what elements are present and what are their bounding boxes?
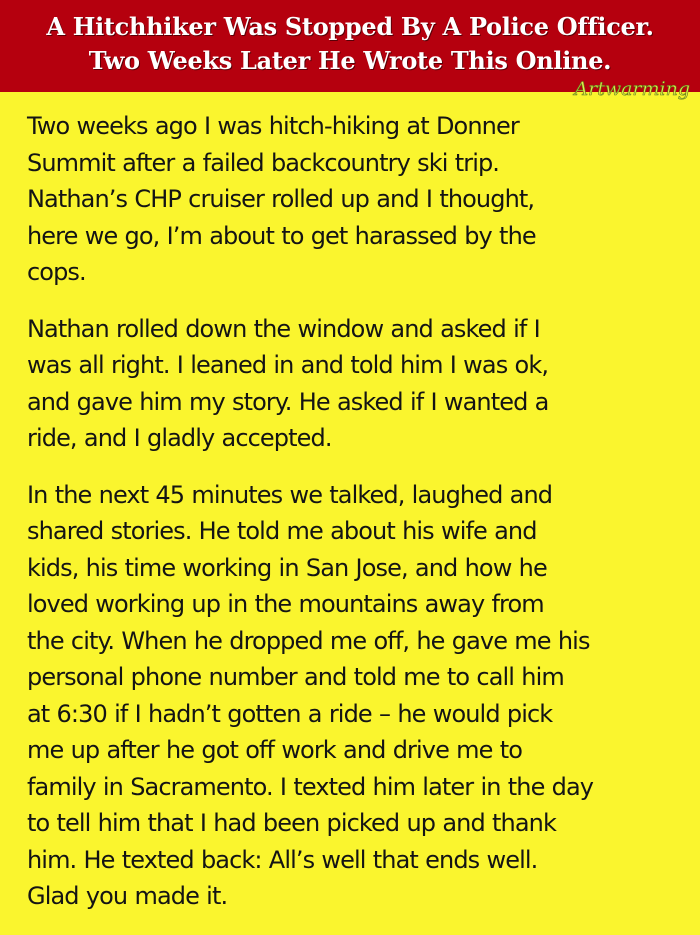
paragraph-3 xyxy=(27,477,687,915)
headline-line-2: Two Weeks Later He Wrote This Online. xyxy=(88,46,612,75)
text-line: ride, and I gladly accepted. xyxy=(27,424,332,452)
text-line: cops. xyxy=(27,258,86,286)
text-line: loved working up in the mountains away from xyxy=(27,590,544,618)
text-line: Glad you made it. xyxy=(27,882,228,910)
text-line: In the next 45 minutes we talked, laughed and xyxy=(27,480,553,509)
text-line: shared stories. He told me about his wife and xyxy=(27,517,537,545)
paragraph-1 xyxy=(27,108,687,291)
text-line: family in Sacramento. I texted him later in the day xyxy=(27,772,594,801)
text-line: the city. When he dropped me off, he gave me his xyxy=(27,626,590,655)
text-line: Summit after a failed backcountry ski trip. xyxy=(27,148,500,177)
text-line: at 6:30 if I hadn’t gotten a ride – he would pick xyxy=(27,699,553,728)
watermark-logo: Artwarming xyxy=(574,78,690,100)
text-line: him. He texted back: All’s well that ends well. xyxy=(27,845,538,874)
text-line: here we go, I’m about to get harassed by the xyxy=(27,221,536,250)
text-line: personal phone number and told me to call him xyxy=(27,663,564,691)
text-line: and gave him my story. He asked if I wanted a xyxy=(27,387,549,416)
text-line: to tell him that I had been picked up and thank xyxy=(27,809,556,837)
text-line: me up after he got off work and drive me to xyxy=(27,736,523,764)
story-body xyxy=(27,108,687,935)
text-line: Two weeks ago I was hitch-hiking at Donner xyxy=(27,112,519,140)
text-line: Nathan’s CHP cruiser rolled up and I thought, xyxy=(27,185,535,213)
headline-line-1: A Hitchhiker Was Stopped By A Police Officer. xyxy=(46,12,654,41)
text-line: was all right. I leaned in and told him I was ok, xyxy=(27,351,549,379)
paragraph-2 xyxy=(27,311,687,457)
text-line: kids, his time working in San Jose, and how he xyxy=(27,553,547,582)
text-line: Nathan rolled down the window and asked if I xyxy=(27,314,540,343)
